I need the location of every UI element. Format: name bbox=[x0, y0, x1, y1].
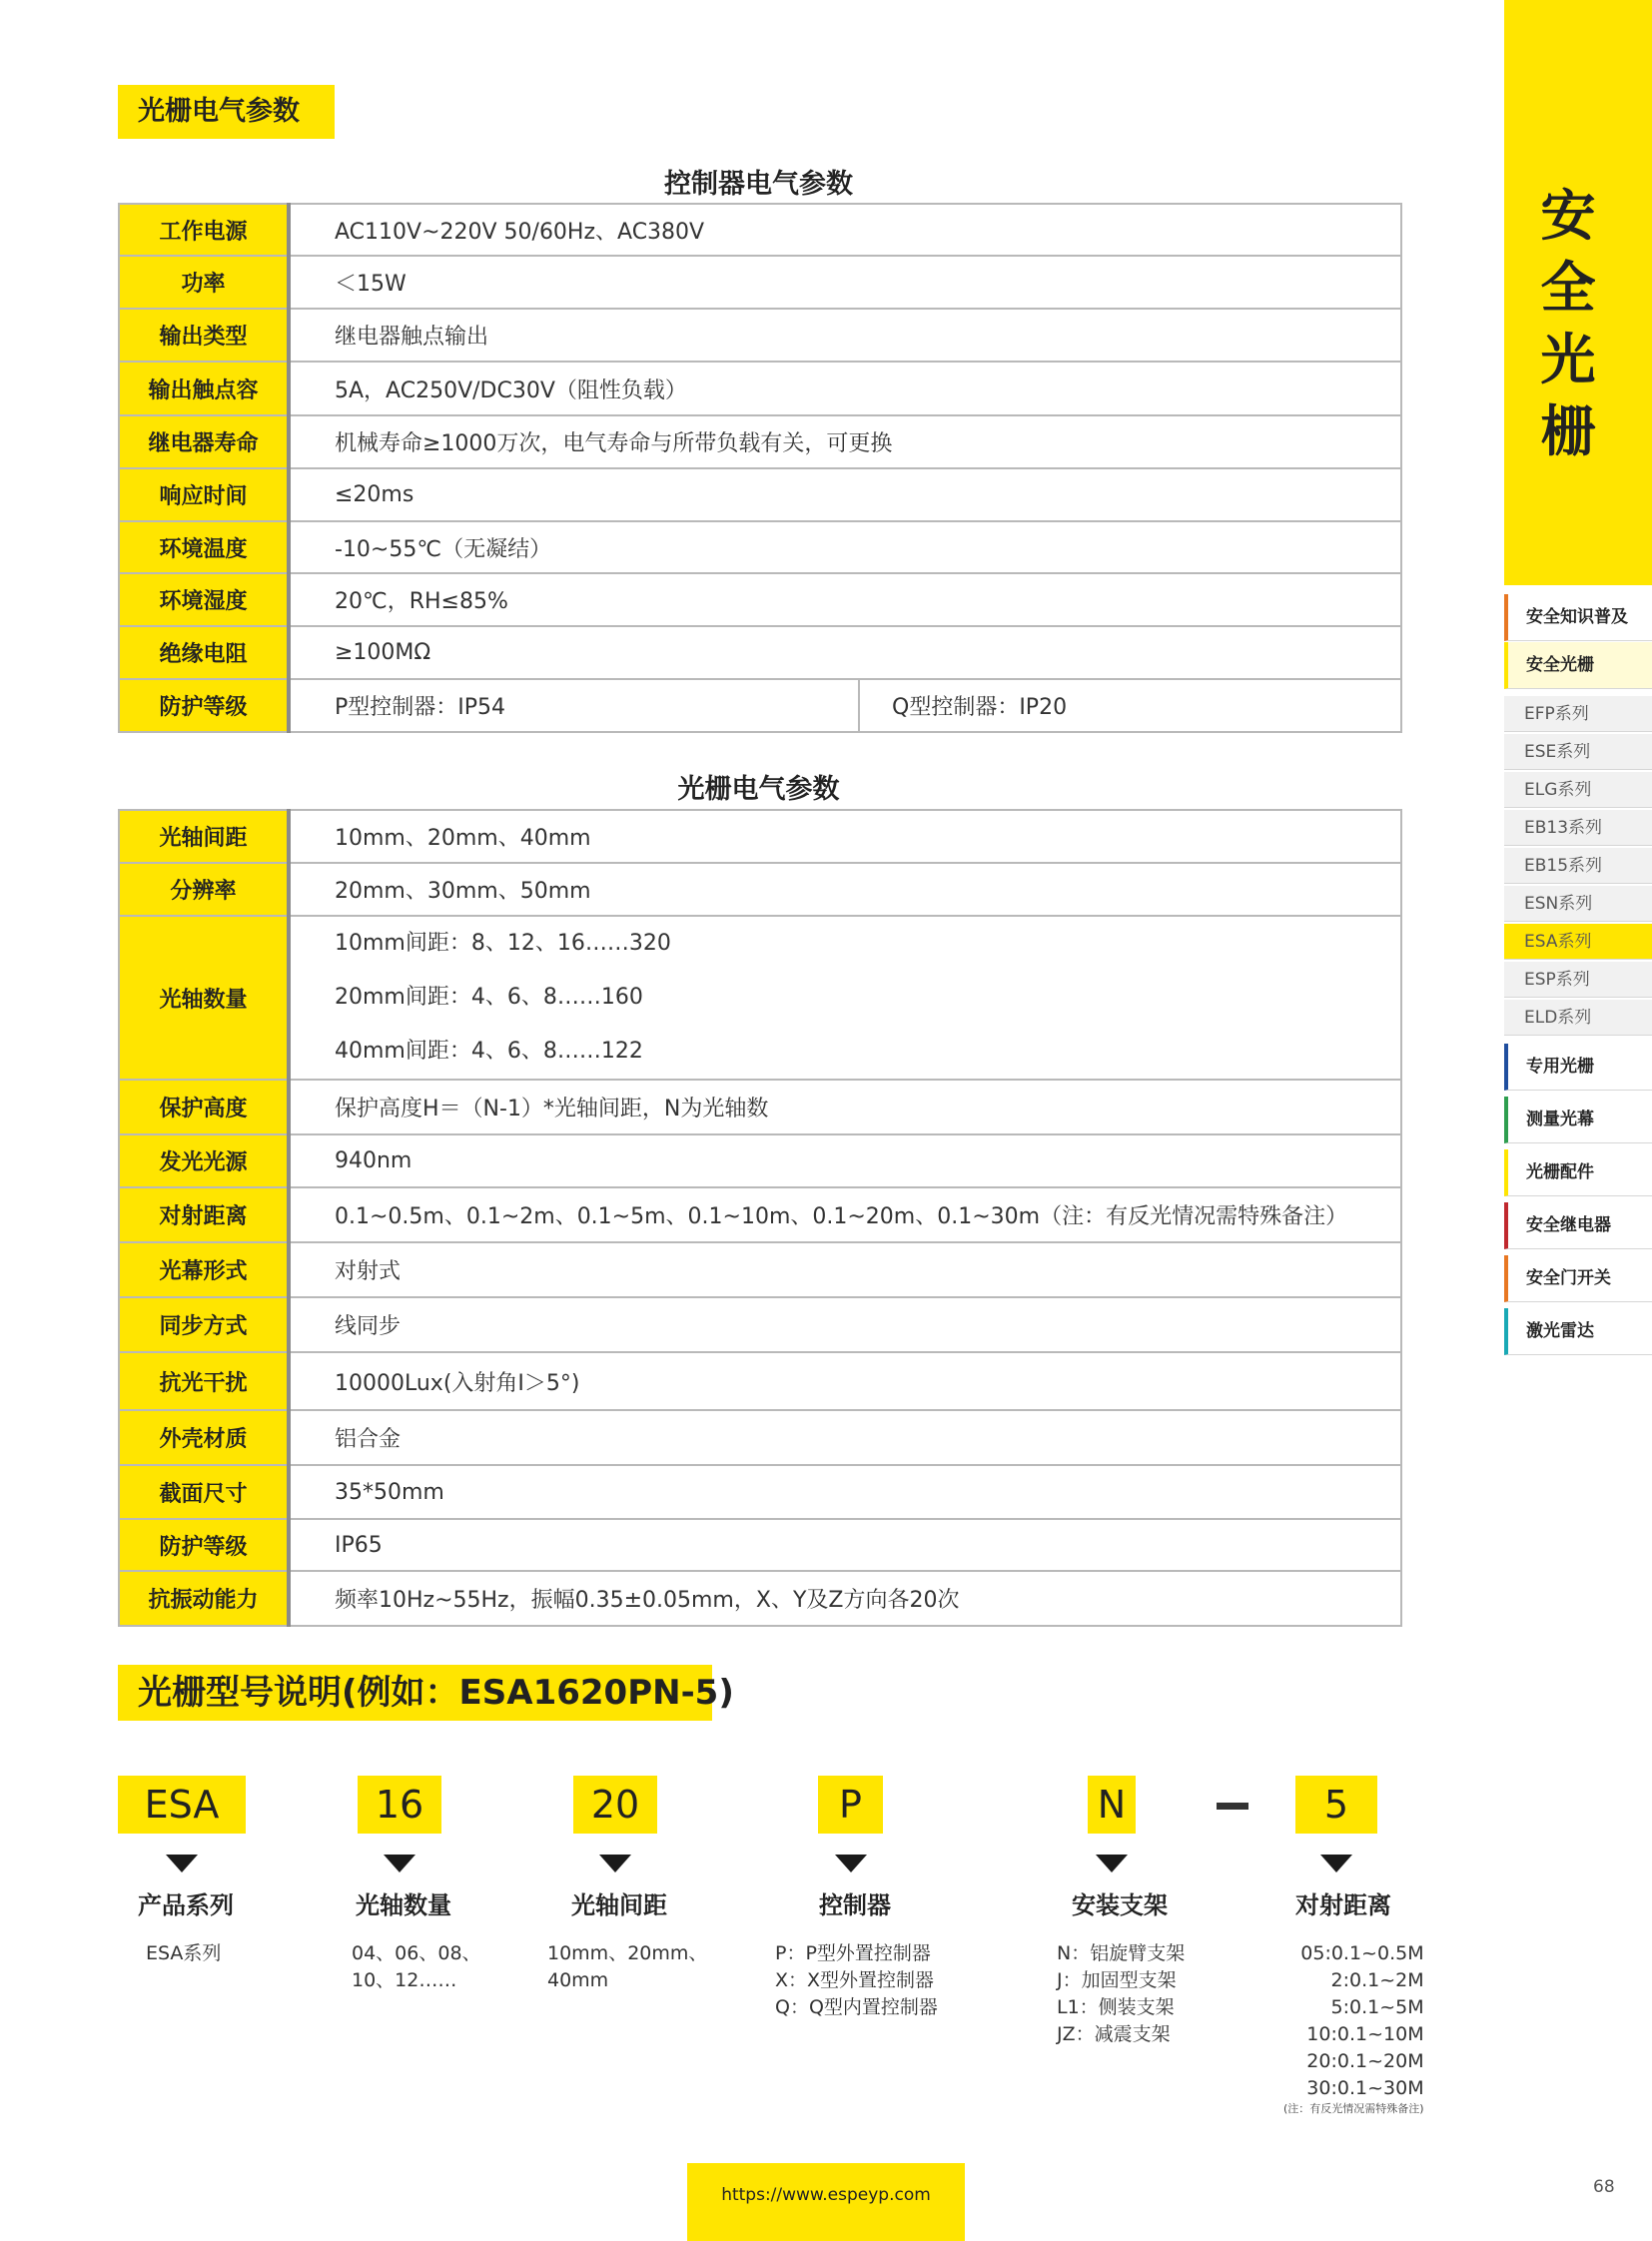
table-row bbox=[119, 362, 1401, 415]
model-column-desc bbox=[1057, 1940, 1185, 2048]
row-value: 35*50mm bbox=[289, 1465, 1401, 1519]
table-row bbox=[119, 679, 1401, 732]
table-row bbox=[119, 468, 1401, 521]
desc-note: (注：有反光情况需特殊备注) bbox=[1283, 2102, 1424, 2115]
table-row bbox=[119, 1080, 1401, 1134]
desc-line: 2:0.1~2M bbox=[1330, 1969, 1424, 1991]
row-value: 20mm、30mm、50mm bbox=[289, 863, 1401, 916]
row-label: 抗光干扰 bbox=[119, 1352, 289, 1410]
row-label: 输出类型 bbox=[119, 309, 289, 362]
row-value: 10000Lux(入射角I＞5°) bbox=[289, 1352, 1401, 1410]
sidebar-item[interactable]: ESN系列 bbox=[1504, 886, 1652, 922]
section-title: 光栅电气参数 bbox=[118, 85, 335, 139]
sidebar-item[interactable]: ELD系列 bbox=[1504, 1000, 1652, 1036]
model-column-title: 控制器 bbox=[819, 1891, 891, 1919]
model-code-box: N bbox=[1088, 1776, 1136, 1834]
table-row bbox=[119, 1134, 1401, 1187]
model-column-desc bbox=[547, 1940, 707, 1994]
table-row bbox=[119, 626, 1401, 679]
row-label: 防护等级 bbox=[119, 1519, 289, 1571]
table-row bbox=[119, 204, 1401, 256]
row-label: 光幕形式 bbox=[119, 1242, 289, 1297]
model-column-title: 安装支架 bbox=[1072, 1891, 1168, 1919]
desc-line: L1：侧装支架 bbox=[1057, 1996, 1175, 2018]
table-row bbox=[119, 1352, 1401, 1410]
sidebar-item[interactable]: 安全光栅 bbox=[1504, 642, 1652, 689]
table-row bbox=[119, 1465, 1401, 1519]
row-label: 保护高度 bbox=[119, 1080, 289, 1134]
desc-line: 10:0.1~10M bbox=[1306, 2023, 1424, 2045]
table-row bbox=[119, 1519, 1401, 1571]
desc-line: 20:0.1~20M bbox=[1306, 2050, 1424, 2072]
row-value: 10mm、20mm、40mm bbox=[289, 810, 1401, 863]
row-value: 线同步 bbox=[289, 1297, 1401, 1352]
table-row bbox=[119, 810, 1401, 863]
down-arrow-icon bbox=[1320, 1855, 1352, 1872]
row-value: 20℃，RH≤85% bbox=[289, 573, 1401, 626]
desc-line: 10mm、20mm、 bbox=[547, 1942, 708, 1964]
desc-line: 10、12…… bbox=[352, 1969, 457, 1991]
model-code-box: 5 bbox=[1295, 1776, 1377, 1834]
sidebar-item[interactable]: 光栅配件 bbox=[1504, 1149, 1652, 1196]
desc-line: X：X型外置控制器 bbox=[775, 1969, 935, 1991]
row-value: 0.1~0.5m、0.1~2m、0.1~5m、0.1~10m、0.1~20m、0.1~30m（注：有反光情况需特殊备注） bbox=[289, 1187, 1401, 1242]
desc-line: 30:0.1~30M bbox=[1306, 2077, 1424, 2099]
sidebar-item[interactable]: 安全门开关 bbox=[1504, 1255, 1652, 1302]
row-value: 对射式 bbox=[289, 1242, 1401, 1297]
row-value: 继电器触点输出 bbox=[289, 309, 1401, 362]
row-label: 环境温度 bbox=[119, 521, 289, 573]
sidebar-item[interactable]: ESA系列 bbox=[1504, 924, 1652, 960]
table-row bbox=[119, 1242, 1401, 1297]
table-row bbox=[119, 1297, 1401, 1352]
row-value: AC110V~220V 50/60Hz、AC380V bbox=[289, 204, 1401, 256]
table-row bbox=[119, 521, 1401, 573]
desc-line: J：加固型支架 bbox=[1057, 1969, 1177, 1991]
model-dash bbox=[1217, 1803, 1248, 1810]
row-value: 5A，AC250V/DC30V（阻性负载） bbox=[289, 362, 1401, 415]
row-value: 机械寿命≥1000万次，电气寿命与所带负载有关，可更换 bbox=[289, 415, 1401, 468]
row-label: 对射距离 bbox=[119, 1187, 289, 1242]
website-link[interactable]: https://www.espeyp.com bbox=[687, 2163, 965, 2241]
row-label: 功率 bbox=[119, 256, 289, 309]
table-row bbox=[119, 309, 1401, 362]
sidebar-item[interactable]: 激光雷达 bbox=[1504, 1308, 1652, 1355]
table-row bbox=[119, 916, 1401, 1080]
row-value-p: P型控制器：IP54 bbox=[289, 679, 859, 732]
down-arrow-icon bbox=[599, 1855, 631, 1872]
axis-count-line: 20mm间距：4、6、8……160 bbox=[335, 985, 643, 1010]
sidebar-item[interactable]: ESE系列 bbox=[1504, 734, 1652, 770]
table-row bbox=[119, 415, 1401, 468]
row-label: 分辨率 bbox=[119, 863, 289, 916]
row-label: 抗振动能力 bbox=[119, 1571, 289, 1626]
down-arrow-icon bbox=[384, 1855, 415, 1872]
sidebar-title-char: 安 bbox=[1540, 184, 1596, 248]
down-arrow-icon bbox=[1096, 1855, 1128, 1872]
desc-line: ESA系列 bbox=[146, 1942, 222, 1964]
row-label: 光轴数量 bbox=[119, 916, 289, 1080]
row-label: 光轴间距 bbox=[119, 810, 289, 863]
desc-line: 05:0.1~0.5M bbox=[1300, 1942, 1424, 1964]
row-label: 继电器寿命 bbox=[119, 415, 289, 468]
row-value: 940nm bbox=[289, 1134, 1401, 1187]
table-row bbox=[119, 573, 1401, 626]
model-code-box: 20 bbox=[573, 1776, 657, 1834]
model-column-title: 产品系列 bbox=[138, 1891, 234, 1919]
axis-count-line: 40mm间距：4、6、8……122 bbox=[335, 1039, 643, 1064]
table-row bbox=[119, 1410, 1401, 1465]
table-row bbox=[119, 256, 1401, 309]
row-value-multi bbox=[289, 916, 1401, 1080]
down-arrow-icon bbox=[166, 1855, 198, 1872]
desc-line: JZ：减震支架 bbox=[1057, 2023, 1171, 2045]
table-row bbox=[119, 1187, 1401, 1242]
model-code-box: ESA bbox=[118, 1776, 246, 1834]
sidebar-item[interactable]: EB15系列 bbox=[1504, 848, 1652, 884]
row-label: 环境湿度 bbox=[119, 573, 289, 626]
sidebar-item[interactable]: 专用光栅 bbox=[1504, 1044, 1652, 1091]
sidebar-title-char: 栅 bbox=[1540, 399, 1596, 463]
model-column-desc bbox=[146, 1940, 221, 1967]
row-label: 截面尺寸 bbox=[119, 1465, 289, 1519]
row-value: ≤20ms bbox=[289, 468, 1401, 521]
row-value: -10~55℃（无凝结） bbox=[289, 521, 1401, 573]
row-label: 外壳材质 bbox=[119, 1410, 289, 1465]
row-label: 工作电源 bbox=[119, 204, 289, 256]
row-value: ＜15W bbox=[289, 256, 1401, 309]
controller-spec-table bbox=[118, 203, 1402, 733]
sidebar-item[interactable]: EB13系列 bbox=[1504, 810, 1652, 846]
row-label: 输出触点容 bbox=[119, 362, 289, 415]
sidebar-item[interactable]: 安全继电器 bbox=[1504, 1202, 1652, 1249]
sidebar-title-char: 光 bbox=[1540, 328, 1596, 391]
desc-line: Q：Q型内置控制器 bbox=[775, 1996, 938, 2018]
sidebar-title-char: 全 bbox=[1540, 256, 1596, 320]
model-code-box: 16 bbox=[358, 1776, 441, 1834]
sidebar-item[interactable]: 安全知识普及 bbox=[1504, 594, 1652, 641]
desc-line: 40mm bbox=[547, 1969, 609, 1991]
page-number: 68 bbox=[1593, 2177, 1615, 2197]
model-column-desc bbox=[775, 1940, 938, 2021]
sidebar-title bbox=[1504, 180, 1632, 467]
axis-count-line: 10mm间距：8、12、16……320 bbox=[335, 931, 671, 956]
desc-line: P：P型外置控制器 bbox=[775, 1942, 931, 1964]
model-column-desc bbox=[352, 1940, 481, 1994]
model-explanation-title: 光栅型号说明(例如：ESA1620PN-5) bbox=[118, 1665, 712, 1721]
controller-table-title: 控制器电气参数 bbox=[664, 169, 853, 200]
table-row bbox=[119, 1571, 1401, 1626]
desc-line: 5:0.1~5M bbox=[1330, 1996, 1424, 2018]
model-column-title: 光轴间距 bbox=[571, 1891, 667, 1919]
row-label: 发光光源 bbox=[119, 1134, 289, 1187]
grating-table-title: 光栅电气参数 bbox=[677, 774, 840, 805]
model-column-title: 光轴数量 bbox=[356, 1891, 451, 1919]
desc-line: N：铝旋臂支架 bbox=[1057, 1942, 1186, 1964]
row-value: 保护高度H＝（N-1）*光轴间距，N为光轴数 bbox=[289, 1080, 1401, 1134]
row-label: 绝缘电阻 bbox=[119, 626, 289, 679]
sidebar-item[interactable]: 测量光幕 bbox=[1504, 1097, 1652, 1143]
sidebar-item[interactable]: EFP系列 bbox=[1504, 696, 1652, 732]
down-arrow-icon bbox=[835, 1855, 867, 1872]
sidebar-item[interactable]: ESP系列 bbox=[1504, 962, 1652, 998]
desc-line: 04、06、08、 bbox=[352, 1942, 481, 1964]
row-label: 响应时间 bbox=[119, 468, 289, 521]
row-value: IP65 bbox=[289, 1519, 1401, 1571]
sidebar-item[interactable]: ELG系列 bbox=[1504, 772, 1652, 808]
row-label: 同步方式 bbox=[119, 1297, 289, 1352]
row-value-q: Q型控制器：IP20 bbox=[859, 679, 1401, 732]
row-label: 防护等级 bbox=[119, 679, 289, 732]
row-value: 频率10Hz~55Hz，振幅0.35±0.05mm，X、Y及Z方向各20次 bbox=[289, 1571, 1401, 1626]
row-value: 铝合金 bbox=[289, 1410, 1401, 1465]
model-code-box: P bbox=[818, 1776, 883, 1834]
model-column-title: 对射距离 bbox=[1295, 1891, 1391, 1919]
model-column-desc bbox=[1283, 1940, 1424, 2116]
table-row bbox=[119, 863, 1401, 916]
row-value: ≥100MΩ bbox=[289, 626, 1401, 679]
grating-spec-table bbox=[118, 809, 1402, 1627]
